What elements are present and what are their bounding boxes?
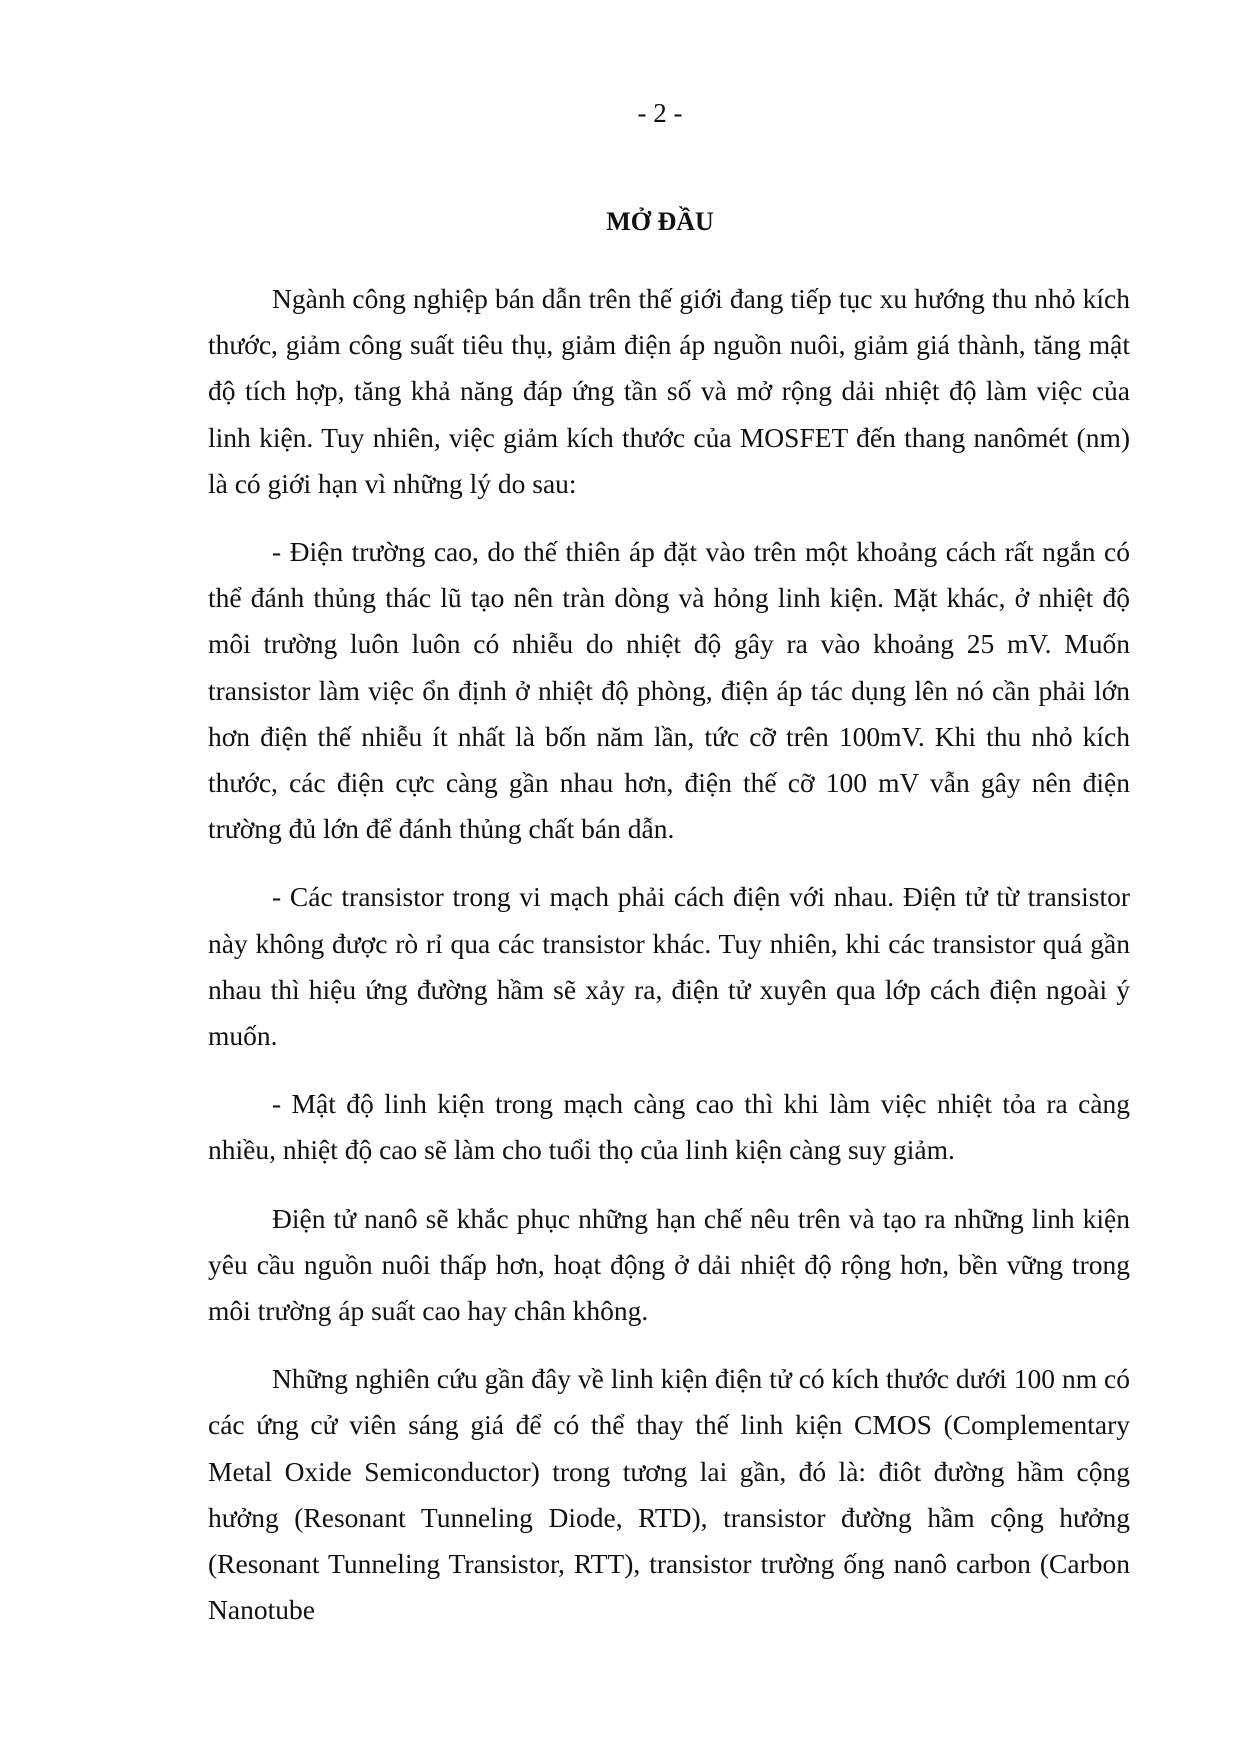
paragraph-high-field: - Điện trường cao, do thế thiên áp đặt vào trên một khoảng cách rất ngắn có thể đánh thủng thác lũ tạo nên tràn dòng và hỏng linh kiện. Mặt khác, ở nhiệt độ môi trường luôn luôn có nhiễu do nhiệt độ gây ra vào khoảng 25 mV. Muốn transistor làm việc ổn định ở nhiệt độ phòng, điện áp tác dụng lên nó cần phải lớn hơn điện thế nhiễu ít nhất là bốn năm lần, tức cỡ trên 100mV. Khi thu nhỏ kích thước, các điện cực càng gần nhau hơn, điện thế cỡ 100 mV vẫn gây nên điện trường đủ lớn để đánh thủng chất bán dẫn. [208, 536, 1130, 845]
paragraph-candidates: Những nghiên cứu gần đây về linh kiện điện tử có kích thước dưới 100 nm có các ứng cử viên sáng giá để có thể thay thế linh kiện CMOS (Complementary Metal Oxide Semiconductor) trong tương lai gần, đó là: điôt đường hầm cộng hưởng (Resonant Tunneling Diode, RTD), transistor đường hầm cộng hưởng (Resonant Tunneling Transistor, RTT), transistor trường ống nanô carbon (Carbon Nanotube [208, 1363, 1130, 1626]
page-number: - 2 - [637, 98, 683, 128]
section-heading: MỞ ĐẦU [606, 207, 714, 236]
paragraph-intro: Ngành công nghiệp bán dẫn trên thế giới đang tiếp tục xu hướng thu nhỏ kích thước, giảm công suất tiêu thụ, giảm điện áp nguồn nuôi, giảm giá thành, tăng mật độ tích hợp, tăng khả năng đáp ứng tần số và mở rộng dải nhiệt độ làm việc của linh kiện. Tuy nhiên, việc giảm kích thước của MOSFET đến thang nanômét (nm) là có giới hạn vì những lý do sau: [208, 283, 1130, 499]
paragraph-density: - Mật độ linh kiện trong mạch càng cao thì khi làm việc nhiệt tỏa ra càng nhiều, nhiệt độ cao sẽ làm cho tuổi thọ của linh kiện càng suy giảm. [208, 1088, 1130, 1166]
body-text [208, 276, 1130, 1633]
paragraph-isolation: - Các transistor trong vi mạch phải cách điện với nhau. Điện tử từ transistor này không được rò rỉ qua các transistor khác. Tuy nhiên, khi các transistor quá gần nhau thì hiệu ứng đường hầm sẽ xảy ra, điện tử xuyên qua lớp cách điện ngoài ý muốn. [208, 881, 1130, 1052]
paragraph-nano-electronics: Điện tử nanô sẽ khắc phục những hạn chế nêu trên và tạo ra những linh kiện yêu cầu nguồn nuôi thấp hơn, hoạt động ở dải nhiệt độ rộng hơn, bền vững trong môi trường áp suất cao hay chân không. [208, 1202, 1130, 1327]
